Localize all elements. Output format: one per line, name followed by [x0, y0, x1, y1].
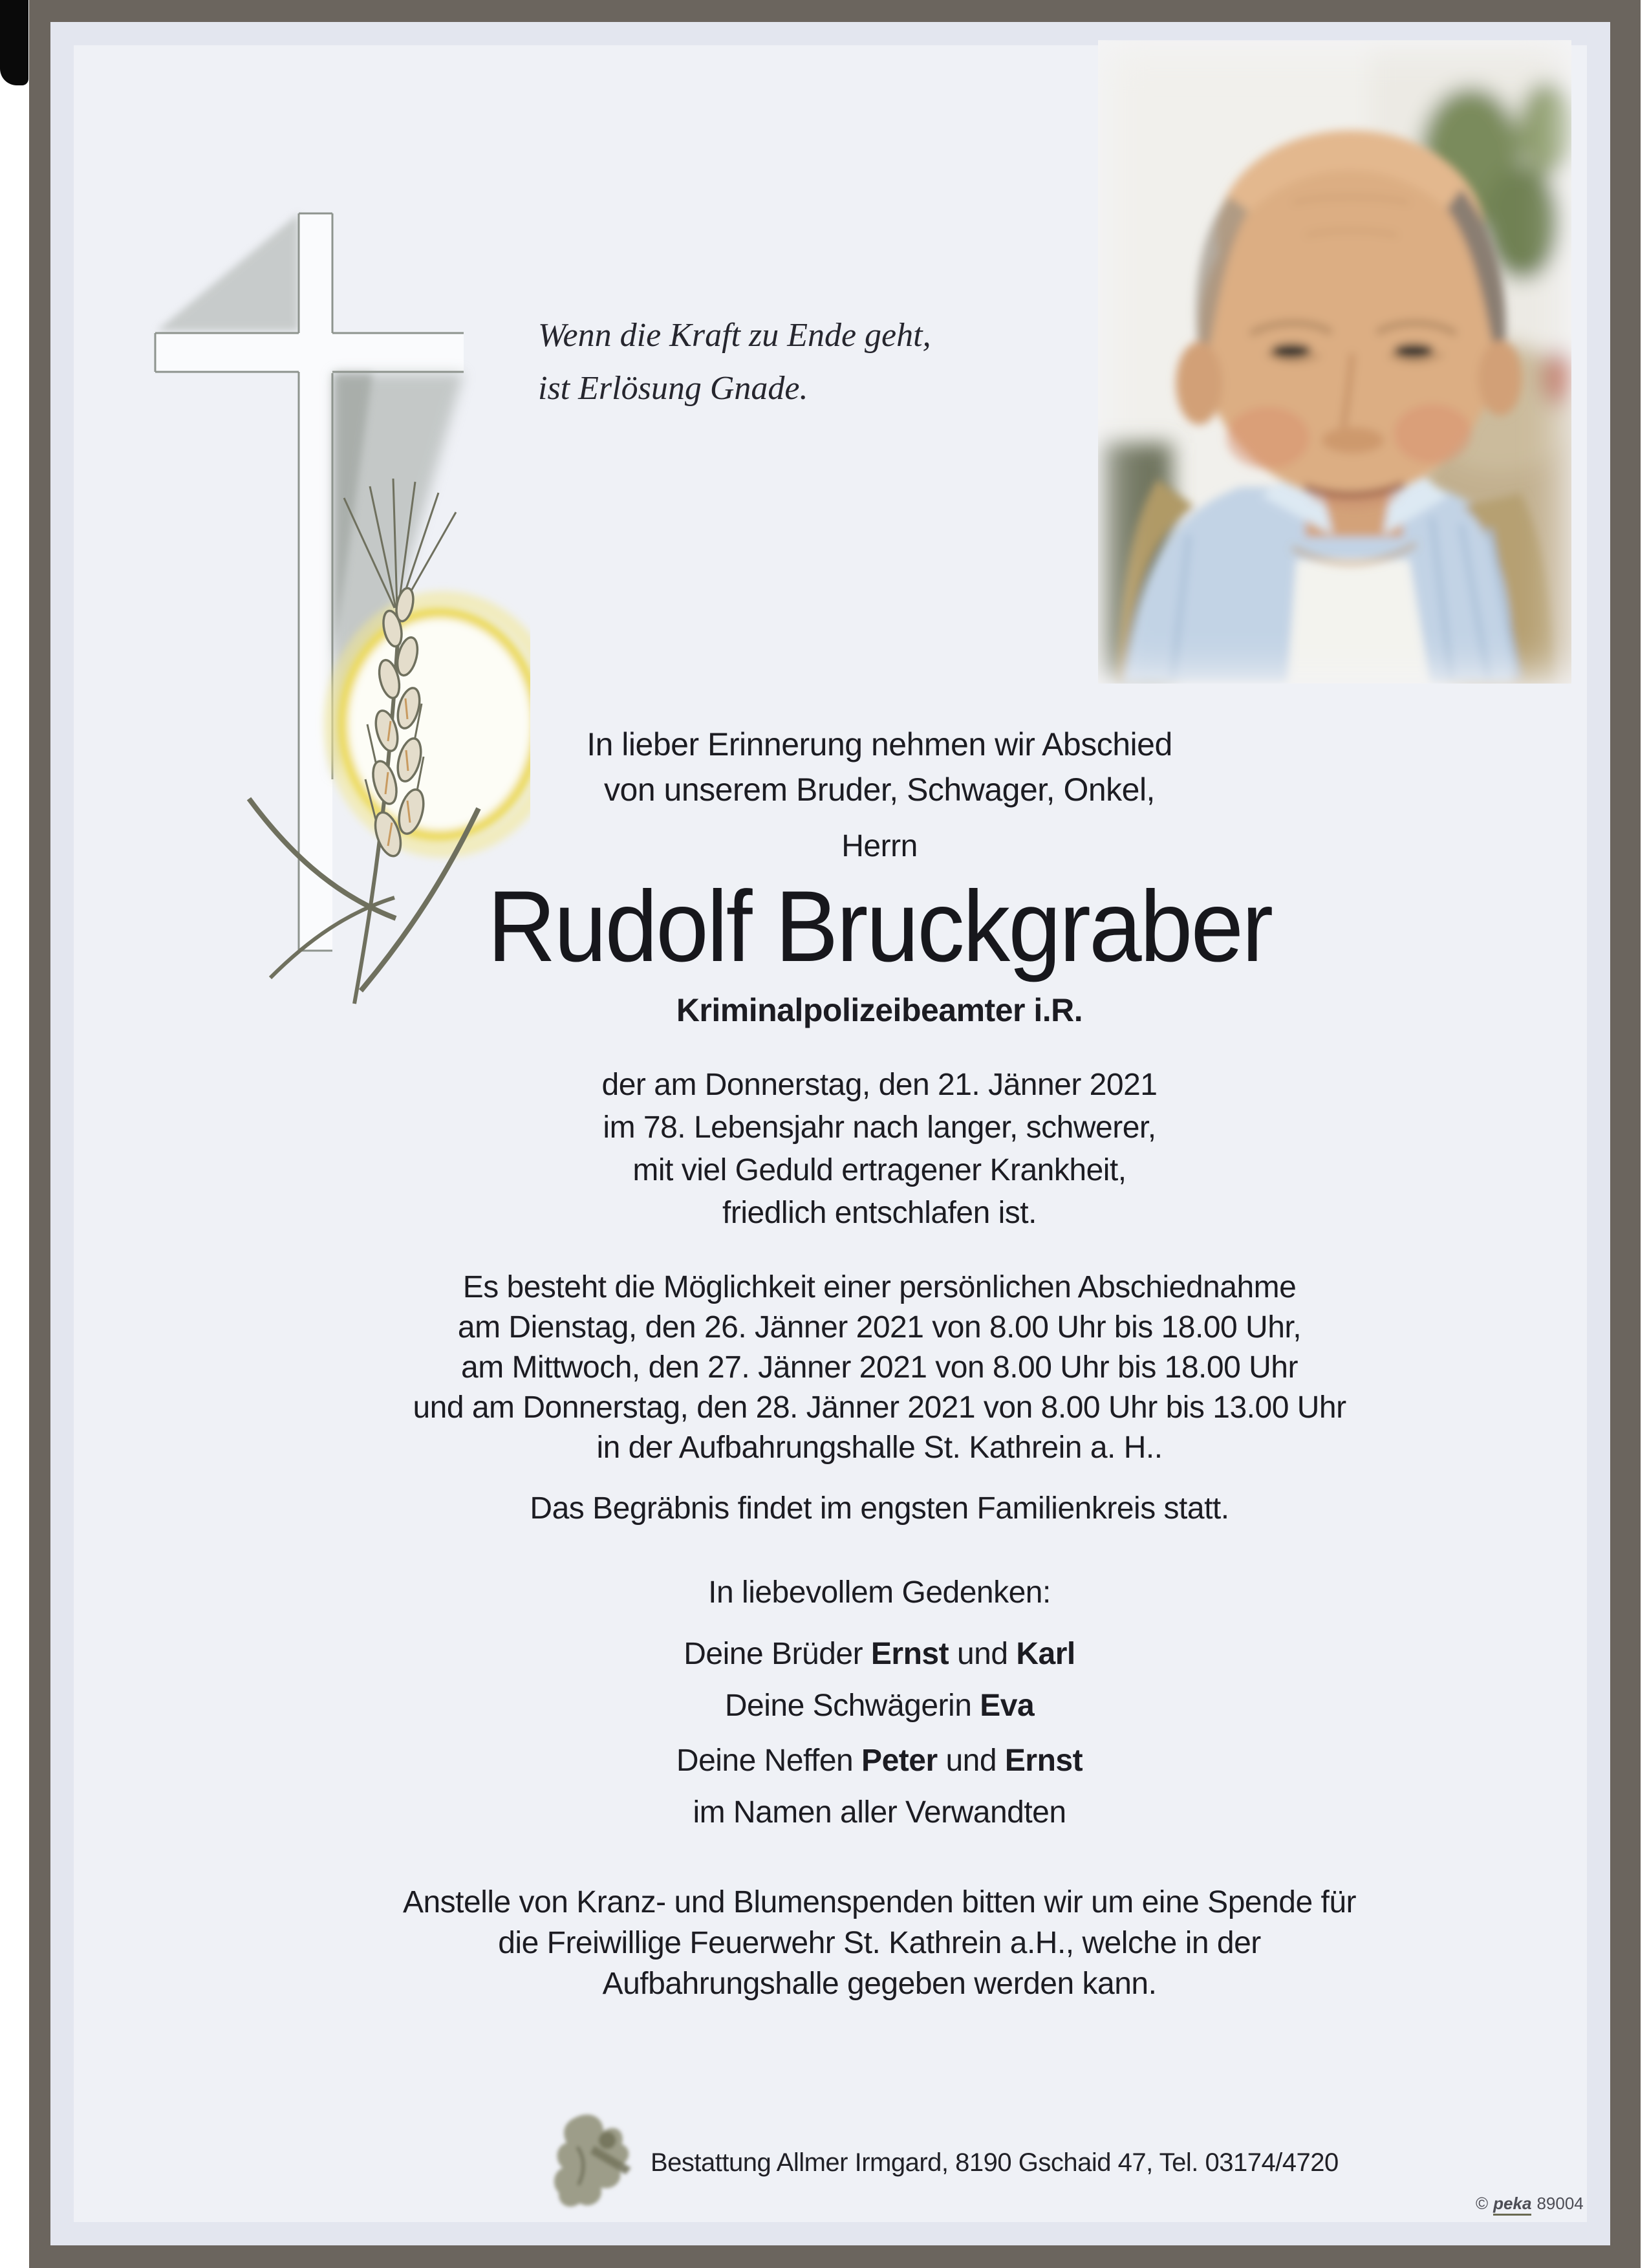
print-credit [1476, 2194, 1584, 2214]
intro-line: In lieber Erinnerung nehmen wir Abschied [587, 726, 1172, 762]
funeral-note: Das Begräbnis findet im engsten Familienkreis statt. [530, 1491, 1229, 1526]
funeral-home-info: Bestattung Allmer Irmgard, 8190 Gschaid 47, Tel. 03174/4720 [651, 2148, 1339, 2177]
scan-edge [1641, 0, 1649, 2268]
mourner-name: Karl [1016, 1637, 1075, 1671]
mourner-line [181, 1636, 1578, 1672]
donation-line: die Freiwillige Feuerwehr St. Kathrein a.H., welche in der [498, 1926, 1261, 1960]
donation-line: Anstelle von Kranz- und Blumenspenden bitten wir um eine Spende für [402, 1885, 1357, 1919]
death-notice-line: mit viel Geduld ertragener Krankheit, [632, 1153, 1126, 1187]
farewell-line: Es besteht die Möglichkeit einer persönlichen Abschiednahme [462, 1270, 1297, 1304]
deceased-profession: Kriminalpolizeibeamter i.R. [676, 992, 1083, 1028]
death-notice-line: friedlich entschlafen ist. [722, 1196, 1037, 1230]
mourner-name: Peter [861, 1744, 938, 1778]
quote-line: ist Erlösung Gnade. [538, 370, 808, 407]
farewell-line: am Mittwoch, den 27. Jänner 2021 von 8.00 Uhr bis 18.00 Uhr [461, 1350, 1298, 1385]
farewell-paragraph [181, 1268, 1578, 1468]
print-code: 89004 [1536, 2194, 1584, 2213]
intro-line: von unserem Bruder, Schwager, Onkel, [604, 772, 1155, 808]
quote-line: Wenn die Kraft zu Ende geht, [538, 317, 931, 354]
copyright-symbol: © [1476, 2194, 1489, 2213]
donation-paragraph [181, 1882, 1578, 2004]
memorial-quote [538, 309, 1029, 415]
donation-line: Aufbahrungshalle gegeben werden kann. [602, 1967, 1157, 2001]
farewell-line: am Dienstag, den 26. Jänner 2021 von 8.00 Uhr bis 18.00 Uhr, [457, 1310, 1302, 1345]
closing-line: im Namen aller Verwandten [693, 1795, 1066, 1830]
remembrance-heading: In liebevollem Gedenken: [708, 1575, 1051, 1610]
farewell-line: und am Donnerstag, den 28. Jänner 2021 von 8.00 Uhr bis 13.00 Uhr [413, 1390, 1346, 1425]
death-notice-paragraph [181, 1064, 1578, 1235]
introduction-text [181, 722, 1578, 812]
mourner-text: und [937, 1744, 1005, 1778]
angel-logo [551, 2107, 649, 2213]
print-brand: peka [1493, 2194, 1531, 2216]
mourner-line [181, 1743, 1578, 1778]
deceased-name: Rudolf Bruckgraber [487, 870, 1272, 983]
mourner-name: Eva [980, 1689, 1035, 1723]
salutation: Herrn [841, 829, 918, 863]
mourner-text: und [949, 1637, 1017, 1671]
mourner-text: Deine Neffen [676, 1744, 862, 1778]
farewell-line: in der Aufbahrungshalle St. Kathrein a. H.. [596, 1431, 1163, 1465]
death-notice-line: im 78. Lebensjahr nach langer, schwerer, [603, 1110, 1156, 1145]
mourner-line [181, 1688, 1578, 1723]
mourner-text: Deine Brüder [684, 1637, 871, 1671]
mourner-name: Ernst [870, 1637, 949, 1671]
mourner-text: Deine Schwägerin [724, 1689, 980, 1723]
scanner-corner-artifact [0, 0, 28, 85]
death-notice-line: der am Donnerstag, den 21. Jänner 2021 [601, 1068, 1158, 1102]
portrait-photo [1098, 40, 1571, 684]
mourner-name: Ernst [1004, 1744, 1083, 1778]
